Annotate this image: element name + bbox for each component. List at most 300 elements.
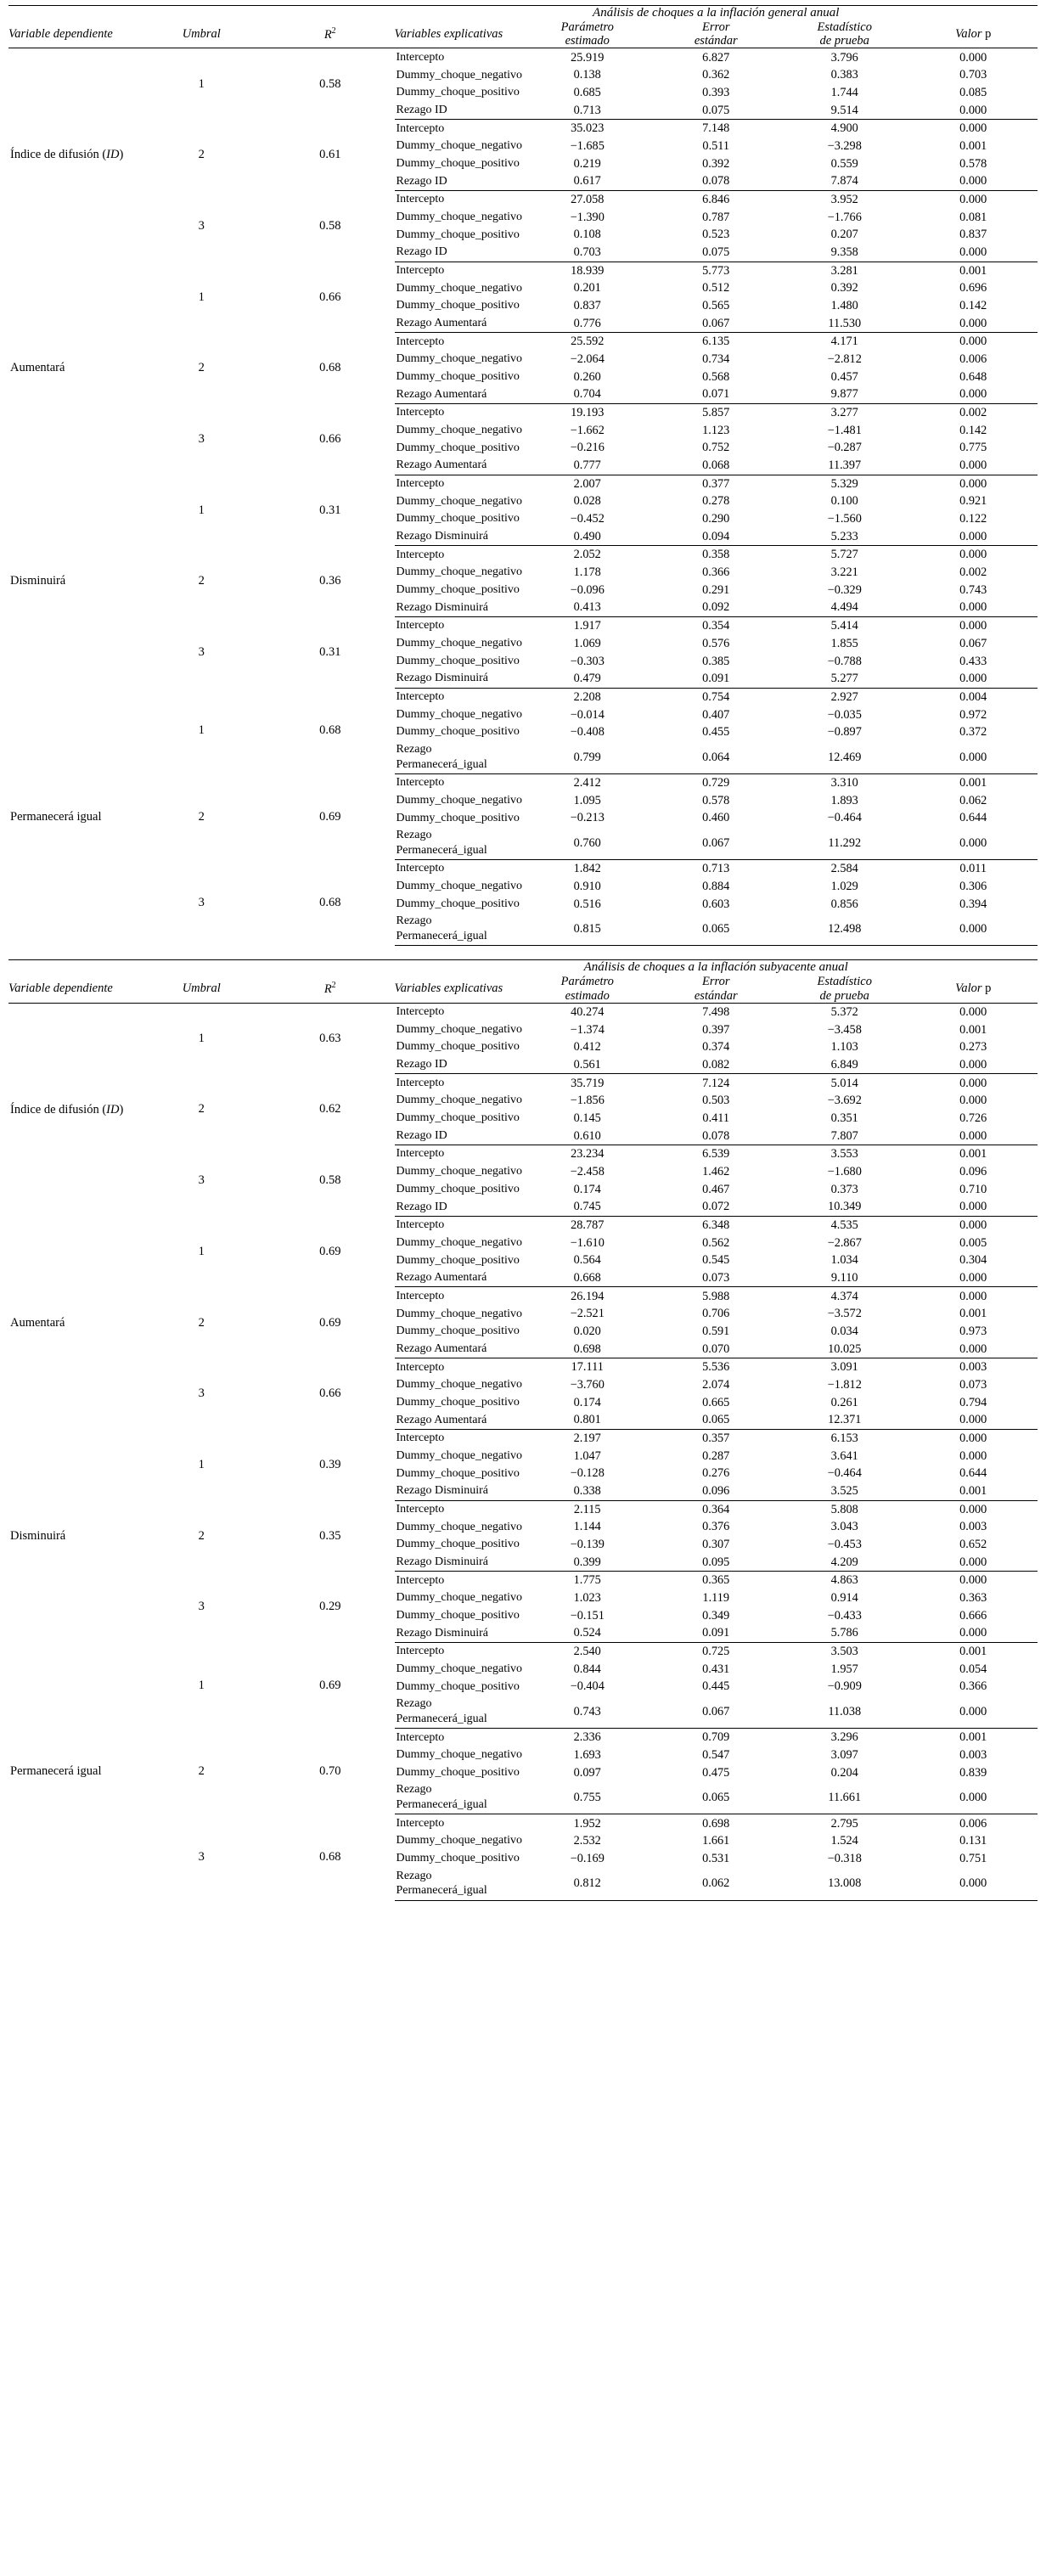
cell-estadistico-prueba: 1.855 bbox=[830, 636, 858, 650]
cell-umbral: 2 bbox=[198, 1102, 205, 1116]
cell-estadistico-prueba: 4.900 bbox=[830, 121, 858, 136]
cell-valor-p: 0.073 bbox=[959, 1378, 987, 1392]
cell-variable-explicativa: Dummy_choque_negativo bbox=[396, 707, 523, 721]
cell-estadistico-prueba: 0.914 bbox=[830, 1591, 858, 1606]
cell-variable-explicativa: Intercepto bbox=[396, 776, 445, 790]
cell-r2: 0.31 bbox=[319, 503, 341, 517]
cell-parametro-estimado: 1.023 bbox=[573, 1591, 601, 1606]
cell-valor-p: 0.703 bbox=[959, 68, 987, 82]
cell-valor-p: 0.011 bbox=[959, 862, 987, 876]
cell-error-estandar: 0.376 bbox=[702, 1520, 730, 1534]
cell-parametro-estimado: 0.479 bbox=[523, 670, 652, 688]
cell-parametro-estimado: 2.052 bbox=[573, 548, 601, 562]
cell-valor-p: 0.000 bbox=[909, 1867, 1038, 1900]
cell-variable-dependiente: Índice de difusión (ID) bbox=[10, 1102, 124, 1116]
cell-r2: 0.66 bbox=[319, 1386, 341, 1401]
cell-valor-p: 0.775 bbox=[959, 441, 987, 455]
cell-valor-p: 0.000 bbox=[909, 172, 1038, 190]
cell-valor-p: 0.000 bbox=[959, 1573, 987, 1588]
cell-variable-explicativa: Dummy_choque_positivo bbox=[396, 1608, 520, 1622]
cell-error-estandar: 5.857 bbox=[702, 406, 730, 420]
cell-variable-explicativa: Rezago Aumentará bbox=[395, 457, 524, 475]
cell-estadistico-prueba: 1.034 bbox=[830, 1253, 858, 1268]
cell-estadistico-prueba: 6.153 bbox=[830, 1431, 858, 1446]
cell-estadistico-prueba: 5.414 bbox=[830, 619, 858, 633]
cell-r2: 0.29 bbox=[319, 1600, 341, 1614]
cell-error-estandar: 0.092 bbox=[652, 599, 781, 616]
cell-valor-p: 0.001 bbox=[959, 1730, 987, 1745]
cell-valor-p: 0.973 bbox=[959, 1325, 987, 1339]
cell-error-estandar: 0.070 bbox=[652, 1341, 781, 1358]
cell-parametro-estimado: 0.776 bbox=[523, 315, 652, 333]
cell-error-estandar: 0.576 bbox=[702, 636, 730, 650]
cell-variable-explicativa: Intercepto bbox=[396, 1289, 445, 1302]
cell-valor-p: 0.122 bbox=[959, 512, 987, 526]
cell-error-estandar: 5.536 bbox=[702, 1360, 730, 1375]
cell-variable-explicativa: Dummy_choque_positivo bbox=[396, 1852, 520, 1865]
cell-r2: 0.63 bbox=[319, 1032, 341, 1046]
cell-estadistico-prueba: 10.349 bbox=[780, 1198, 909, 1216]
cell-variable-explicativa: Intercepto bbox=[396, 1502, 445, 1516]
cell-estadistico-prueba: −3.298 bbox=[827, 139, 862, 154]
cell-valor-p: 0.001 bbox=[909, 1482, 1038, 1500]
cell-parametro-estimado: 0.837 bbox=[573, 299, 601, 313]
cell-error-estandar: 6.348 bbox=[702, 1218, 730, 1232]
cell-parametro-estimado: −0.213 bbox=[570, 811, 605, 825]
cell-variable-explicativa: Dummy_choque_negativo bbox=[396, 1307, 523, 1320]
cell-valor-p: 0.000 bbox=[959, 1502, 987, 1516]
cell-estadistico-prueba: 11.038 bbox=[780, 1696, 909, 1729]
header-r2: $R^2$ bbox=[266, 975, 395, 1003]
caption-spacer bbox=[8, 6, 395, 21]
cell-valor-p: 0.001 bbox=[959, 1645, 987, 1659]
caption-row bbox=[8, 960, 1038, 976]
cell-variable-explicativa: Dummy_choque_negativo bbox=[396, 1448, 523, 1462]
cell-parametro-estimado: 18.939 bbox=[571, 263, 605, 278]
cell-variable-explicativa: Rezago Disminuirá bbox=[395, 528, 524, 546]
cell-variable-explicativa: Rezago Aumentará bbox=[395, 315, 524, 333]
header-r2: $R^2$ bbox=[266, 20, 395, 48]
cell-estadistico-prueba: −1.481 bbox=[827, 423, 862, 437]
cell-error-estandar: 0.365 bbox=[702, 1573, 730, 1588]
cell-variable-explicativa: Dummy_choque_negativo bbox=[396, 1235, 523, 1249]
cell-error-estandar: 0.752 bbox=[702, 441, 730, 455]
cell-parametro-estimado: 0.755 bbox=[523, 1781, 652, 1814]
cell-error-estandar: 2.074 bbox=[702, 1378, 730, 1392]
cell-error-estandar: 1.123 bbox=[702, 423, 730, 437]
cell-umbral: 2 bbox=[198, 574, 205, 588]
cell-parametro-estimado: −1.374 bbox=[570, 1022, 605, 1037]
cell-error-estandar: 0.397 bbox=[702, 1022, 730, 1037]
cell-estadistico-prueba: 4.535 bbox=[830, 1218, 858, 1232]
cell-estadistico-prueba: 5.014 bbox=[830, 1076, 858, 1090]
cell-error-estandar: 0.075 bbox=[652, 244, 781, 262]
cell-error-estandar: 7.124 bbox=[702, 1076, 730, 1090]
header-umbral: Umbral bbox=[138, 20, 267, 48]
cell-variable-explicativa: Dummy_choque_positivo bbox=[396, 369, 520, 383]
cell-umbral: 2 bbox=[198, 361, 205, 375]
cell-variable-explicativa: Rezago Aumentará bbox=[395, 1341, 524, 1358]
cell-valor-p: 0.000 bbox=[959, 121, 987, 136]
cell-error-estandar: 0.064 bbox=[652, 741, 781, 774]
cell-estadistico-prueba: 3.641 bbox=[830, 1448, 858, 1463]
cell-valor-p: 0.000 bbox=[909, 457, 1038, 475]
cell-error-estandar: 0.078 bbox=[652, 172, 781, 190]
cell-valor-p: 0.273 bbox=[959, 1040, 987, 1055]
cell-parametro-estimado: 1.775 bbox=[573, 1573, 601, 1588]
cell-error-estandar: 0.096 bbox=[652, 1482, 781, 1500]
cell-valor-p: 0.000 bbox=[959, 193, 987, 207]
cell-valor-p: 0.142 bbox=[959, 299, 987, 313]
table-row bbox=[8, 48, 1038, 66]
cell-parametro-estimado: −0.014 bbox=[570, 707, 605, 722]
table-row bbox=[8, 1074, 1038, 1092]
cell-variable-explicativa: Rezago Permanecerá_igual bbox=[395, 827, 524, 860]
cell-variable-explicativa: Intercepto bbox=[396, 193, 445, 206]
cell-valor-p: 0.003 bbox=[959, 1520, 987, 1534]
cell-parametro-estimado: 0.815 bbox=[523, 913, 652, 946]
cell-variable-explicativa: Rezago Aumentará bbox=[395, 385, 524, 403]
cell-valor-p: 0.000 bbox=[909, 1411, 1038, 1429]
cell-variable-explicativa: Dummy_choque_negativo bbox=[396, 352, 523, 366]
cell-valor-p: 0.000 bbox=[909, 1056, 1038, 1074]
cell-estadistico-prueba: 0.457 bbox=[830, 369, 858, 384]
cell-parametro-estimado: 0.703 bbox=[523, 244, 652, 262]
header-error: Error estándar bbox=[652, 20, 781, 48]
cell-estadistico-prueba: 0.856 bbox=[830, 897, 858, 911]
cell-valor-p: 0.004 bbox=[959, 689, 987, 704]
cell-variable-explicativa: Dummy_choque_negativo bbox=[396, 1834, 523, 1848]
cell-error-estandar: 0.091 bbox=[652, 670, 781, 688]
cell-variable-explicativa: Dummy_choque_positivo bbox=[396, 583, 520, 596]
cell-error-estandar: 0.884 bbox=[702, 879, 730, 893]
cell-parametro-estimado: 28.787 bbox=[571, 1218, 605, 1232]
cell-valor-p: 0.000 bbox=[959, 1431, 987, 1446]
cell-parametro-estimado: −2.521 bbox=[570, 1307, 605, 1321]
cell-estadistico-prueba: 1.103 bbox=[830, 1040, 858, 1055]
cell-variable-explicativa: Intercepto bbox=[396, 1573, 445, 1587]
cell-parametro-estimado: 35.719 bbox=[571, 1076, 605, 1090]
cell-parametro-estimado: 0.801 bbox=[523, 1411, 652, 1429]
cell-variable-explicativa: Rezago Permanecerá_igual bbox=[395, 913, 524, 946]
table-row bbox=[8, 403, 1038, 421]
header-parametro: Parámetro estimado bbox=[523, 975, 652, 1003]
cell-parametro-estimado: 27.058 bbox=[571, 193, 605, 207]
cell-parametro-estimado: −0.303 bbox=[570, 654, 605, 668]
cell-error-estandar: 0.713 bbox=[702, 862, 730, 876]
cell-valor-p: 0.000 bbox=[909, 1198, 1038, 1216]
cell-parametro-estimado: 0.028 bbox=[573, 494, 601, 509]
cell-estadistico-prueba: 5.277 bbox=[780, 670, 909, 688]
cell-estadistico-prueba: 0.373 bbox=[830, 1182, 858, 1196]
cell-estadistico-prueba: 9.877 bbox=[780, 385, 909, 403]
cell-umbral: 3 bbox=[198, 1850, 205, 1865]
cell-variable-dependiente: Permanecerá igual bbox=[10, 809, 102, 824]
cell-variable-explicativa: Dummy_choque_positivo bbox=[396, 1253, 520, 1267]
cell-error-estandar: 0.068 bbox=[652, 457, 781, 475]
table-gap bbox=[8, 946, 1038, 959]
cell-variable-explicativa: Rezago Aumentará bbox=[395, 1269, 524, 1287]
table-row bbox=[8, 475, 1038, 492]
cell-variable-explicativa: Intercepto bbox=[396, 1147, 445, 1161]
cell-valor-p: 0.085 bbox=[959, 86, 987, 99]
cell-error-estandar: 0.698 bbox=[702, 1816, 730, 1831]
cell-variable-explicativa: Dummy_choque_negativo bbox=[396, 210, 523, 223]
cell-umbral: 2 bbox=[198, 809, 205, 824]
cell-valor-p: 0.054 bbox=[959, 1662, 987, 1676]
cell-valor-p: 0.000 bbox=[909, 1696, 1038, 1729]
cell-parametro-estimado: −1.856 bbox=[570, 1094, 605, 1108]
cell-variable-explicativa: Dummy_choque_positivo bbox=[396, 1765, 520, 1779]
cell-umbral: 3 bbox=[198, 645, 205, 660]
cell-parametro-estimado: 0.564 bbox=[573, 1253, 601, 1268]
cell-variable-explicativa: Dummy_choque_negativo bbox=[396, 139, 523, 153]
cell-error-estandar: 0.531 bbox=[702, 1851, 730, 1865]
cell-estadistico-prueba: −2.812 bbox=[827, 352, 862, 367]
cell-error-estandar: 1.661 bbox=[702, 1834, 730, 1848]
cell-estadistico-prueba: −3.692 bbox=[827, 1094, 862, 1108]
cell-error-estandar: 0.358 bbox=[702, 548, 730, 562]
cell-variable-explicativa: Dummy_choque_positivo bbox=[396, 1325, 520, 1338]
cell-valor-p: 0.000 bbox=[909, 1341, 1038, 1358]
cell-error-estandar: 7.498 bbox=[702, 1004, 730, 1019]
header-estadistico: Estadístico de prueba bbox=[780, 20, 909, 48]
cell-valor-p: 0.000 bbox=[909, 385, 1038, 403]
cell-valor-p: 0.000 bbox=[959, 1094, 987, 1108]
cell-error-estandar: 0.460 bbox=[702, 811, 730, 825]
cell-parametro-estimado: 1.842 bbox=[573, 862, 601, 876]
cell-estadistico-prueba: 7.874 bbox=[780, 172, 909, 190]
table-row bbox=[8, 1642, 1038, 1660]
cell-error-estandar: 0.094 bbox=[652, 528, 781, 546]
cell-valor-p: 0.000 bbox=[959, 476, 987, 491]
cell-valor-p: 0.726 bbox=[959, 1111, 987, 1125]
cell-parametro-estimado: 35.023 bbox=[571, 121, 605, 136]
header-error: Error estándar bbox=[652, 975, 781, 1003]
caption-spacer bbox=[8, 960, 395, 976]
cell-error-estandar: 0.095 bbox=[652, 1554, 781, 1572]
cell-estadistico-prueba: 3.553 bbox=[830, 1147, 858, 1161]
cell-variable-explicativa: Dummy_choque_negativo bbox=[396, 1662, 523, 1675]
cell-estadistico-prueba: 4.494 bbox=[780, 599, 909, 616]
cell-estadistico-prueba: −0.897 bbox=[827, 725, 862, 740]
cell-estadistico-prueba: 5.727 bbox=[830, 548, 858, 562]
cell-estadistico-prueba: 4.374 bbox=[830, 1289, 858, 1303]
cell-error-estandar: 0.276 bbox=[702, 1466, 730, 1481]
cell-variable-explicativa: Dummy_choque_negativo bbox=[396, 880, 523, 893]
cell-parametro-estimado: −1.610 bbox=[570, 1235, 605, 1250]
cell-error-estandar: 0.754 bbox=[702, 689, 730, 704]
cell-estadistico-prueba: 1.893 bbox=[830, 793, 858, 807]
cell-parametro-estimado: −3.760 bbox=[570, 1378, 605, 1392]
cell-r2: 0.66 bbox=[319, 431, 341, 446]
cell-variable-explicativa: Dummy_choque_positivo bbox=[396, 725, 520, 739]
cell-estadistico-prueba: −1.812 bbox=[827, 1378, 862, 1392]
cell-valor-p: 0.394 bbox=[959, 897, 987, 911]
cell-error-estandar: 0.734 bbox=[702, 352, 730, 367]
cell-parametro-estimado: 0.020 bbox=[573, 1325, 601, 1339]
cell-estadistico-prueba: 0.034 bbox=[830, 1325, 858, 1339]
cell-parametro-estimado: −0.216 bbox=[570, 441, 605, 455]
cell-variable-explicativa: Intercepto bbox=[396, 476, 445, 490]
cell-r2: 0.62 bbox=[319, 1102, 341, 1116]
cell-valor-p: 0.366 bbox=[959, 1679, 987, 1694]
table-row bbox=[8, 120, 1038, 138]
cell-error-estandar: 0.071 bbox=[652, 385, 781, 403]
cell-valor-p: 0.000 bbox=[959, 1289, 987, 1303]
table-row bbox=[8, 546, 1038, 564]
cell-error-estandar: 0.291 bbox=[702, 582, 730, 597]
cell-estadistico-prueba: 5.372 bbox=[830, 1004, 858, 1019]
cell-parametro-estimado: 1.917 bbox=[573, 619, 601, 633]
cell-error-estandar: 0.407 bbox=[702, 707, 730, 722]
cell-variable-explicativa: Rezago ID bbox=[395, 172, 524, 190]
cell-estadistico-prueba: −0.788 bbox=[827, 654, 862, 668]
cell-estadistico-prueba: 10.025 bbox=[780, 1341, 909, 1358]
cell-parametro-estimado: −0.452 bbox=[570, 512, 605, 526]
cell-r2: 0.66 bbox=[319, 290, 341, 304]
cell-umbral: 1 bbox=[198, 503, 205, 517]
cell-variable-explicativa: Dummy_choque_positivo bbox=[396, 441, 520, 454]
cell-valor-p: 0.648 bbox=[959, 369, 987, 384]
table-row bbox=[8, 773, 1038, 791]
cell-estadistico-prueba: −0.464 bbox=[827, 811, 862, 825]
cell-estadistico-prueba: 1.480 bbox=[830, 299, 858, 313]
statistics-table bbox=[8, 5, 1038, 946]
cell-parametro-estimado: 0.174 bbox=[573, 1182, 601, 1196]
cell-valor-p: 0.363 bbox=[959, 1591, 987, 1606]
cell-valor-p: 0.696 bbox=[959, 281, 987, 295]
cell-estadistico-prueba: 2.584 bbox=[830, 862, 858, 876]
cell-estadistico-prueba: 1.744 bbox=[830, 86, 858, 99]
cell-error-estandar: 0.565 bbox=[702, 299, 730, 313]
cell-error-estandar: 0.665 bbox=[702, 1395, 730, 1409]
cell-variable-explicativa: Dummy_choque_positivo bbox=[396, 228, 520, 241]
cell-error-estandar: 0.287 bbox=[702, 1448, 730, 1463]
cell-variable-dependiente: Aumentará bbox=[10, 361, 65, 375]
cell-estadistico-prueba: 11.530 bbox=[780, 315, 909, 333]
cell-variable-explicativa: Rezago Disminuirá bbox=[395, 1624, 524, 1642]
cell-variable-explicativa: Intercepto bbox=[396, 1076, 445, 1089]
cell-variable-explicativa: Dummy_choque_negativo bbox=[396, 68, 523, 82]
cell-error-estandar: 0.067 bbox=[652, 1696, 781, 1729]
header-valor-p: Valor p bbox=[909, 975, 1038, 1003]
cell-estadistico-prueba: −1.560 bbox=[827, 512, 862, 526]
cell-valor-p: 0.000 bbox=[959, 1448, 987, 1463]
cell-parametro-estimado: 0.812 bbox=[523, 1867, 652, 1900]
cell-estadistico-prueba: 12.469 bbox=[780, 741, 909, 774]
cell-variable-explicativa: Intercepto bbox=[396, 263, 445, 277]
cell-valor-p: 0.000 bbox=[959, 619, 987, 633]
cell-error-estandar: 0.067 bbox=[652, 827, 781, 860]
cell-valor-p: 0.131 bbox=[959, 1834, 987, 1848]
cell-parametro-estimado: 17.111 bbox=[571, 1360, 604, 1375]
cell-valor-p: 0.837 bbox=[959, 228, 987, 242]
cell-parametro-estimado: 0.338 bbox=[523, 1482, 652, 1500]
cell-r2: 0.35 bbox=[319, 1528, 341, 1543]
cell-r2: 0.69 bbox=[319, 1315, 341, 1330]
cell-variable-explicativa: Dummy_choque_negativo bbox=[396, 1378, 523, 1392]
cell-r2: 0.69 bbox=[319, 1244, 341, 1258]
header-umbral: Umbral bbox=[138, 975, 267, 1003]
cell-variable-explicativa: Intercepto bbox=[396, 50, 445, 64]
cell-parametro-estimado: 1.095 bbox=[573, 793, 601, 807]
cell-variable-explicativa: Dummy_choque_positivo bbox=[396, 1538, 520, 1551]
cell-umbral: 1 bbox=[198, 1032, 205, 1046]
table-row bbox=[8, 1216, 1038, 1234]
table-row bbox=[8, 1003, 1038, 1021]
cell-estadistico-prueba: −0.329 bbox=[827, 582, 862, 597]
cell-r2: 0.58 bbox=[319, 1173, 341, 1188]
cell-parametro-estimado: 0.844 bbox=[573, 1662, 601, 1676]
cell-parametro-estimado: 0.516 bbox=[573, 897, 601, 911]
cell-variable-explicativa: Dummy_choque_positivo bbox=[396, 299, 520, 312]
cell-error-estandar: 0.091 bbox=[652, 1624, 781, 1642]
cell-variable-explicativa: Dummy_choque_positivo bbox=[396, 156, 520, 170]
cell-variable-explicativa: Dummy_choque_negativo bbox=[396, 1748, 523, 1762]
cell-estadistico-prueba: 4.209 bbox=[780, 1554, 909, 1572]
cell-valor-p: 0.000 bbox=[909, 670, 1038, 688]
cell-parametro-estimado: −0.408 bbox=[570, 725, 605, 740]
cell-parametro-estimado: 0.668 bbox=[523, 1269, 652, 1287]
cell-valor-p: 0.000 bbox=[909, 244, 1038, 262]
table-row bbox=[8, 262, 1038, 279]
cell-variable-explicativa: Dummy_choque_positivo bbox=[396, 1111, 520, 1125]
cell-parametro-estimado: 0.490 bbox=[523, 528, 652, 546]
cell-parametro-estimado: 0.698 bbox=[523, 1341, 652, 1358]
cell-variable-explicativa: Dummy_choque_positivo bbox=[396, 1679, 520, 1693]
cell-variable-explicativa: Rezago Disminuirá bbox=[395, 599, 524, 616]
cell-estadistico-prueba: 3.221 bbox=[830, 565, 858, 580]
cell-r2: 0.68 bbox=[319, 361, 341, 375]
cell-umbral: 3 bbox=[198, 218, 205, 233]
cell-r2: 0.36 bbox=[319, 574, 341, 588]
cell-variable-explicativa: Intercepto bbox=[396, 619, 445, 633]
cell-error-estandar: 1.119 bbox=[702, 1591, 730, 1606]
cell-valor-p: 0.081 bbox=[959, 210, 987, 224]
cell-error-estandar: 0.503 bbox=[702, 1094, 730, 1108]
cell-umbral: 1 bbox=[198, 1244, 205, 1258]
cell-parametro-estimado: 0.745 bbox=[523, 1198, 652, 1216]
cell-estadistico-prueba: 11.397 bbox=[780, 457, 909, 475]
caption-row bbox=[8, 6, 1038, 21]
cell-variable-dependiente: Aumentará bbox=[10, 1315, 65, 1330]
cell-error-estandar: 0.067 bbox=[652, 315, 781, 333]
cell-error-estandar: 0.062 bbox=[652, 1867, 781, 1900]
cell-parametro-estimado: 1.178 bbox=[573, 565, 601, 580]
cell-error-estandar: 0.591 bbox=[702, 1325, 730, 1339]
cell-valor-p: 0.644 bbox=[959, 811, 987, 825]
cell-estadistico-prueba: 0.204 bbox=[830, 1765, 858, 1780]
cell-estadistico-prueba: 0.207 bbox=[830, 228, 858, 242]
cell-error-estandar: 0.511 bbox=[702, 139, 730, 154]
cell-parametro-estimado: 2.532 bbox=[573, 1834, 601, 1848]
cell-parametro-estimado: 2.197 bbox=[573, 1431, 601, 1446]
cell-parametro-estimado: 23.234 bbox=[571, 1147, 605, 1161]
cell-variable-explicativa: Rezago Permanecerá_igual bbox=[395, 741, 524, 774]
cell-estadistico-prueba: 9.110 bbox=[780, 1269, 909, 1287]
cell-valor-p: 0.002 bbox=[959, 565, 987, 580]
cell-parametro-estimado: 1.069 bbox=[573, 636, 601, 650]
cell-error-estandar: 0.431 bbox=[702, 1662, 730, 1676]
cell-estadistico-prueba: 3.503 bbox=[830, 1645, 858, 1659]
cell-variable-explicativa: Rezago ID bbox=[395, 1198, 524, 1216]
cell-error-estandar: 0.568 bbox=[702, 369, 730, 384]
cell-variable-explicativa: Dummy_choque_positivo bbox=[396, 897, 520, 910]
cell-parametro-estimado: −0.151 bbox=[570, 1608, 605, 1623]
cell-umbral: 2 bbox=[198, 1315, 205, 1330]
cell-estadistico-prueba: 11.292 bbox=[780, 827, 909, 860]
